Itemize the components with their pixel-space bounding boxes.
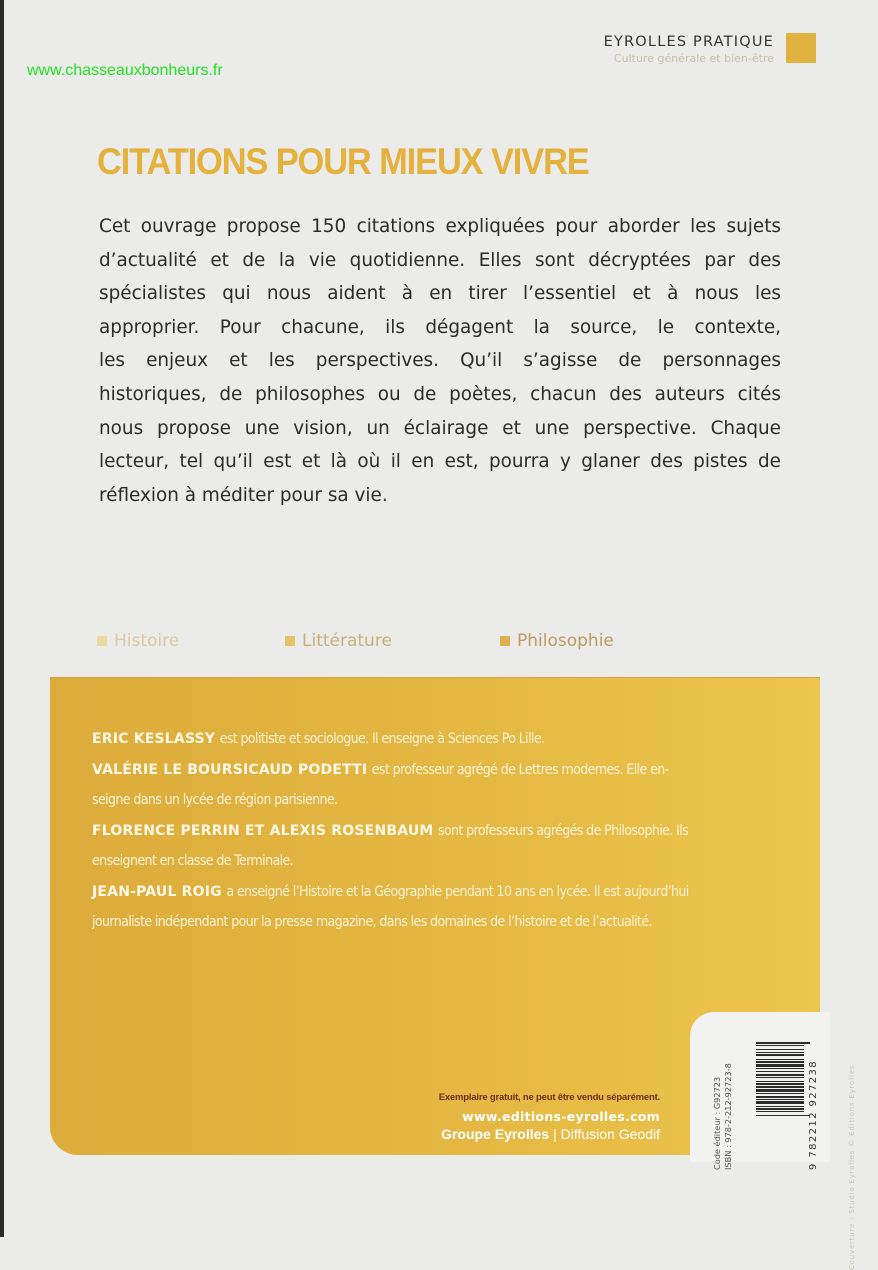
tag-square-icon	[97, 636, 107, 646]
barcode-digits: 9 782212 927238	[808, 1059, 819, 1170]
blurb-line: les enjeux et les perspectives. Qu’il s’agisse de personnages	[99, 350, 781, 372]
editor-code: Code éditeur : G92723	[712, 1076, 722, 1170]
tag-square-icon	[285, 636, 295, 646]
author-name: FLORENCE PERRIN ET ALEXIS ROSENBAUM	[92, 822, 434, 839]
blurb-line: nous propose une vision, un éclairage et une perspective. Chaque	[99, 417, 781, 439]
series-branding	[604, 34, 774, 65]
series-title: EYROLLES PRATIQUE	[603, 34, 774, 50]
publisher-footer	[439, 1092, 660, 1142]
separator: |	[553, 1126, 557, 1142]
blurb-line: réflexion à méditer pour sa vie.	[99, 484, 388, 506]
page-edge-shadow	[0, 0, 4, 1237]
series-color-square-icon	[786, 33, 816, 63]
group-name: Groupe Eyrolles	[441, 1126, 550, 1142]
tag-philosophie	[500, 631, 614, 651]
author-bio	[92, 877, 747, 908]
author-bios	[92, 724, 747, 938]
blurb-line: approprier. Pour chacune, ils dégagent la source, le contexte,	[99, 316, 781, 338]
isbn: ISBN : 978-2-212-92723-8	[723, 1063, 733, 1170]
subject-tags	[97, 631, 797, 657]
publisher-website-link[interactable]: www.editions-eyrolles.com	[462, 1109, 660, 1124]
free-copy-notice: Exemplaire gratuit, ne peut être vendu séparément.	[438, 1092, 660, 1103]
distributor: Diffusion Geodif	[560, 1126, 660, 1142]
blurb-line: Cet ouvrage propose 150 citations expliquées pour aborder les sujets	[99, 216, 781, 237]
watermark-url[interactable]: www.chasseauxbonheurs.fr	[27, 62, 223, 79]
author-description-cont: seigne dans un lycée de région parisienne.	[92, 792, 338, 808]
book-title: CITATIONS POUR MIEUX VIVRE	[97, 141, 589, 182]
author-description-cont: journaliste indépendant pour la presse magazine, dans les domaines de l’histoire et de l’actualité.	[92, 914, 652, 930]
tag-label: Histoire	[114, 631, 180, 651]
series-subtitle: Culture générale et bien-être	[613, 52, 774, 65]
blurb-line: lecteur, tel qu’il est et là où il en est, pourra y glaner des pistes de	[99, 451, 781, 473]
author-bio	[92, 816, 747, 847]
author-name: JEAN-PAUL ROIG	[92, 883, 222, 900]
author-description-cont: enseignent en classe de Terminale.	[92, 853, 294, 869]
blurb-line: historiques, de philosophes ou de poètes, chacun des auteurs cités	[99, 383, 781, 405]
publisher-group	[439, 1126, 660, 1142]
author-description: est politiste et sociologue. Il enseigne à Sciences Po Lille.	[219, 731, 545, 747]
barcode-labels	[712, 1040, 748, 1170]
barcode	[712, 1040, 822, 1170]
tag-litterature	[285, 631, 392, 651]
barcode-bars-icon	[756, 1042, 810, 1168]
cover-credit: Couverture : Studio Eyrolles © Éditions Eyrolles	[848, 1064, 856, 1270]
tag-square-icon	[500, 636, 510, 646]
tag-label: Littérature	[302, 631, 392, 651]
tag-histoire	[97, 631, 179, 651]
author-description: a enseigné l’Histoire et la Géographie pendant 10 ans en lycée. Il est aujourd’hui	[226, 883, 689, 900]
book-blurb	[99, 210, 781, 512]
author-bio	[92, 724, 747, 755]
blurb-line: d’actualité et de la vie quotidienne. Elles sont décryptées par des	[99, 249, 781, 271]
author-name: ERIC KESLASSY	[92, 731, 216, 747]
author-description: est professeur agrégé de Lettres modernes. Elle en-	[371, 761, 669, 778]
author-description: sont professeurs agrégés de Philosophie. Ils	[437, 822, 689, 839]
author-bio	[92, 755, 747, 786]
tag-label: Philosophie	[517, 631, 614, 651]
author-name: VALÉRIE LE BOURSICAUD PODETTI	[92, 761, 368, 778]
blurb-line: spécialistes qui nous aident à en tirer l’essentiel et à nous les	[99, 283, 781, 305]
